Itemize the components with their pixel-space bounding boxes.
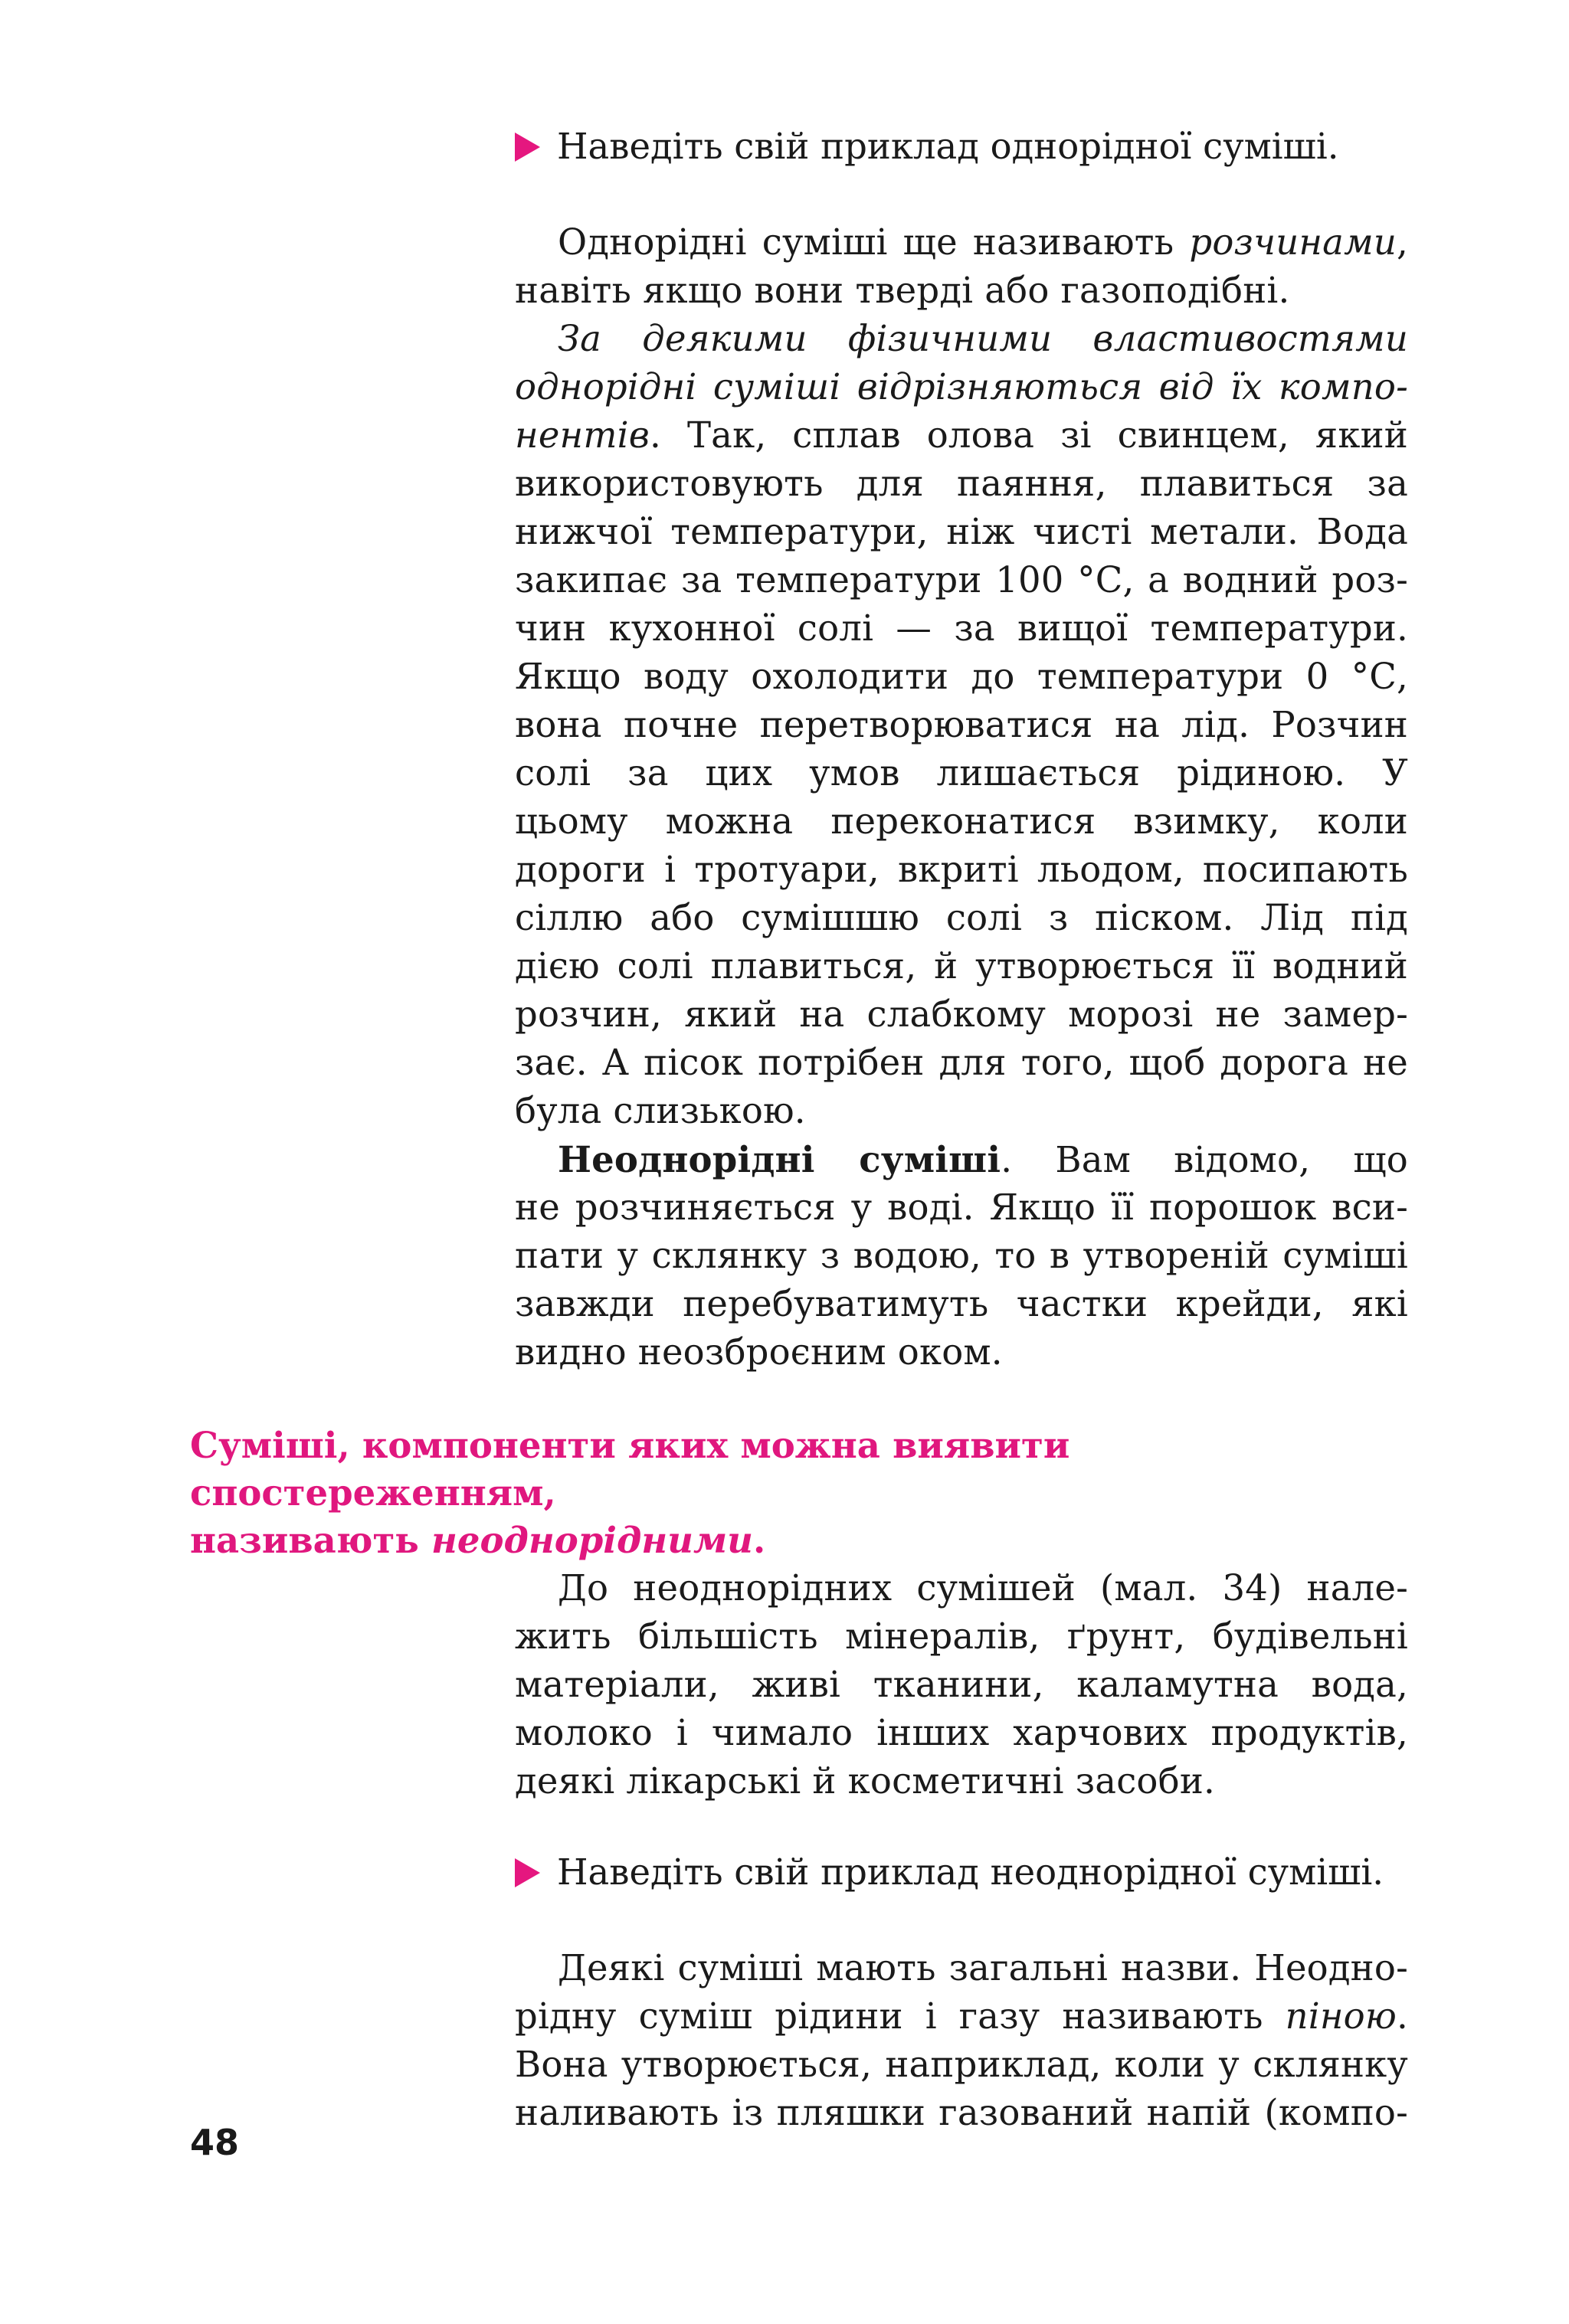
text-line: рідну суміш рідини і газу називають піною.: [515, 1995, 1408, 2037]
text-line: Неоднорідні суміші. Вам відомо, що: [558, 1138, 1408, 1180]
text-line: дією солі плавиться, й утворюється її водний: [515, 945, 1408, 987]
text-line: молоко і чимало інших харчових продуктів,: [515, 1712, 1408, 1753]
text-line: жить більшість мінералів, ґрунт, будівельні: [515, 1615, 1408, 1657]
text-line: однорідні суміші відрізняються від їх компо-: [515, 366, 1408, 408]
text-line: розчин, який на слабкому морозі не замер-: [515, 993, 1408, 1035]
text-line: матеріали, живі тканини, каламутна вода,: [515, 1664, 1408, 1705]
paragraph-solutions: [515, 218, 1408, 315]
page-number: 48: [190, 2122, 240, 2163]
text-line: дороги і тротуари, вкриті льодом, посипають: [515, 849, 1408, 890]
text-line: чин кухонної солі — за вищої температури.: [515, 607, 1408, 649]
triangle-bullet-icon: [515, 133, 540, 162]
prompt-example-homogeneous: [515, 123, 1339, 171]
prompt-text: Наведіть свій приклад неоднорідної суміші.: [557, 1851, 1384, 1893]
text-line: видно неозброєним оком.: [515, 1331, 1003, 1373]
text-line: Якщо воду охолодити до температури 0 °С,: [515, 656, 1408, 697]
text-line: нентів. Так, сплав олова зі свинцем, який: [515, 414, 1408, 456]
definition-heterogeneous: [190, 1422, 1410, 1564]
triangle-bullet-icon: [515, 1858, 540, 1887]
text-line: пати у склянку з водою, то в утвореній суміші: [515, 1235, 1408, 1276]
term-solutions: розчинами: [1189, 221, 1397, 263]
text-line: не розчиняється у воді. Якщо її порошок вси-: [515, 1187, 1408, 1228]
text-line: Однорідні суміші ще називають розчинами,: [558, 221, 1408, 263]
term-heterogeneous-mixtures: Неоднорідні суміші: [558, 1138, 1001, 1180]
paragraph-examples: [515, 1564, 1408, 1805]
definition-line: називають неоднорідними.: [190, 1519, 766, 1561]
text-line: завжди перебуватимуть частки крейди, які: [515, 1283, 1408, 1324]
text-line: нижчої температури, ніж чисті метали. Вода: [515, 511, 1408, 552]
text-line: Деякі суміші мають загальні назви. Неодно-: [558, 1947, 1408, 1988]
paragraph-properties: [515, 315, 1408, 1135]
text-line: використовують для паяння, плавиться за: [515, 463, 1408, 504]
prompt-example-heterogeneous: [515, 1848, 1384, 1897]
text-line: закипає за температури 100 °С, а водний роз-: [515, 559, 1408, 601]
text-line: деякі лікарські й косметичні засоби.: [515, 1760, 1215, 1802]
prompt-text: Наведіть свій приклад однорідної суміші.: [557, 126, 1339, 167]
text-line: До неоднорідних сумішей (мал. 34) нале-: [558, 1567, 1408, 1609]
text-line: солі за цих умов лишається рідиною. У: [515, 752, 1408, 794]
text-line: цьому можна переконатися взимку, коли: [515, 800, 1408, 842]
text-line: За деякими фізичними властивостями: [558, 318, 1408, 359]
term-foam: піною: [1285, 1995, 1397, 2037]
text-line: навіть якщо вони тверді або газоподібні.: [515, 270, 1290, 311]
paragraph-foam: [515, 1944, 1408, 2137]
text-line: сіллю або сумішшю солі з піском. Лід під: [515, 897, 1408, 938]
text-line: зає. А пісок потрібен для того, щоб дорога не: [515, 1042, 1408, 1083]
paragraph-heterogeneous: [515, 1135, 1408, 1376]
text-line: наливають із пляшки газований напій (компо-: [515, 2092, 1408, 2133]
definition-line: Суміші, компоненти яких можна виявити спостереженням,: [190, 1424, 1070, 1514]
text-line: була слизькою.: [515, 1090, 806, 1131]
text-line: вона почне перетворюватися на лід. Розчин: [515, 704, 1408, 745]
term-heterogeneous: неоднорідними: [431, 1519, 753, 1561]
text-line: Вона утворюється, наприклад, коли у склянку: [515, 2044, 1408, 2085]
